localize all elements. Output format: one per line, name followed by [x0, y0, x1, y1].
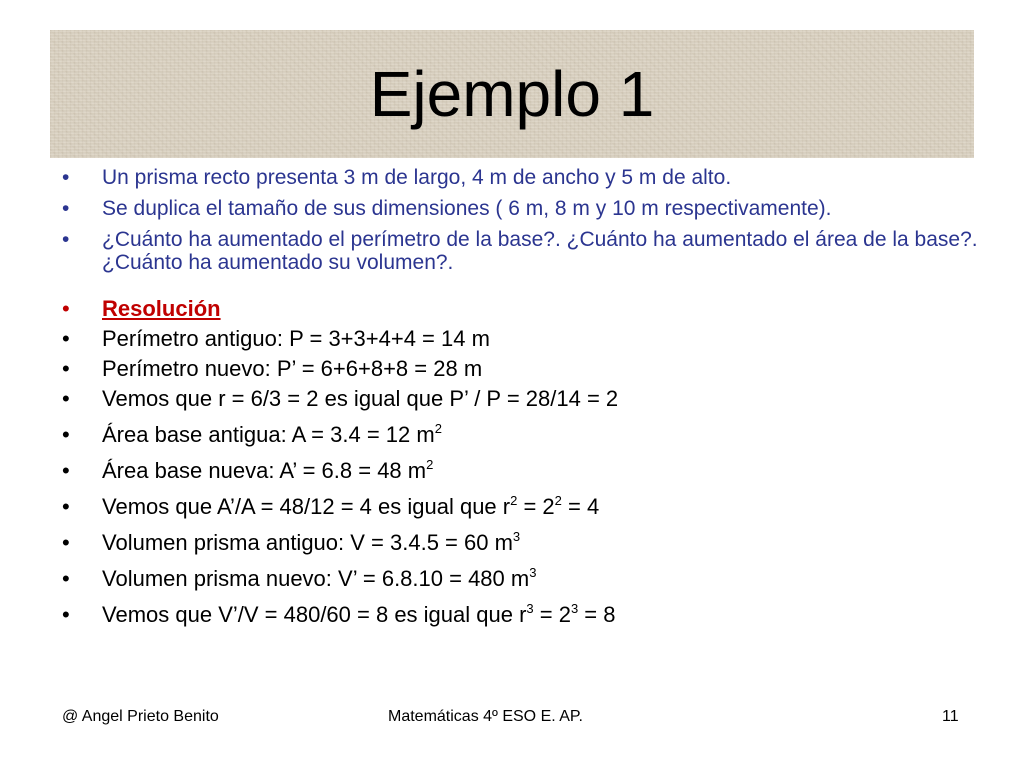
- slide-title: Ejemplo 1: [369, 58, 655, 130]
- bullet-text: Área base nueva: A’ = 6.8 = 48 $m^2$: [102, 457, 434, 483]
- bullet-icon: •: [62, 602, 70, 627]
- bullet-text: Volumen prisma nuevo: V’ = 6.8.10 = 480 $m^3$: [102, 565, 537, 591]
- intro-bullet: [62, 166, 982, 189]
- bullet-icon: •: [62, 228, 70, 251]
- bullet-icon: •: [62, 530, 70, 555]
- bullet-text: Vemos que V’/V = 480/60 = 8 es igual que $r^3 = 2^3 = 8$: [102, 601, 616, 627]
- bullet-icon: •: [62, 166, 70, 189]
- resolution-bullet: [62, 494, 982, 520]
- exponent: 3: [526, 601, 534, 616]
- title-banner: [50, 30, 974, 158]
- bullet-text: ¿Cuánto ha aumentado el perímetro de la base?. ¿Cuánto ha aumentado el área de la base?. ¿Cuánto ha aumentado su volumen?.: [102, 228, 978, 274]
- slide-content: [62, 166, 982, 628]
- resolution-bullet: [62, 458, 982, 484]
- bullet-icon: •: [62, 197, 70, 220]
- resolution-bullet: [62, 422, 982, 448]
- bullet-icon: •: [62, 326, 70, 351]
- resolution-label: Resolución: [102, 296, 221, 321]
- resolution-heading: [62, 296, 982, 322]
- exponent: 3: [512, 529, 521, 544]
- bullet-icon: •: [62, 494, 70, 519]
- footer-author: @ Angel Prieto Benito: [62, 708, 219, 725]
- exponent: 2: [510, 493, 518, 508]
- intro-bullet: [62, 197, 982, 220]
- resolution-bullet: [62, 386, 982, 412]
- bullet-text: Área base antigua: A = 3.4 = 12 $m^2$: [102, 421, 442, 447]
- bullet-icon: •: [62, 356, 70, 381]
- bullet-text: Un prisma recto presenta 3 m de largo, 4 m de ancho y 5 m de alto.: [102, 166, 732, 189]
- bullet-text: Perímetro antiguo: P = 3+3+4+4 = 14 m: [102, 326, 490, 351]
- bullet-icon: •: [62, 566, 70, 591]
- slide-footer: [0, 708, 1024, 728]
- bullet-icon: •: [62, 458, 70, 483]
- exponent: 3: [570, 601, 579, 616]
- bullet-icon: •: [62, 422, 70, 447]
- resolution-bullet: [62, 530, 982, 556]
- exponent: 2: [434, 421, 442, 436]
- bullet-text: Perímetro nuevo: P’ = 6+6+8+8 = 28 m: [102, 356, 483, 381]
- exponent: 2: [426, 457, 434, 472]
- bullet-icon: •: [62, 386, 70, 411]
- bullet-text: Vemos que r = 6/3 = 2 es igual que P’ / P = 28/14 = 2: [102, 386, 619, 411]
- intro-bullet: [62, 228, 982, 274]
- bullet-text: Vemos que A’/A = 48/12 = 4 es igual que $r^2 = 2^2 = 4$: [102, 493, 600, 519]
- resolution-bullet: [62, 602, 982, 628]
- resolution-bullet: [62, 566, 982, 592]
- footer-course: Matemáticas 4º ESO E. AP.: [388, 708, 583, 725]
- bullet-icon: •: [62, 296, 70, 321]
- bullet-text: Se duplica el tamaño de sus dimensiones ( 6 m, 8 m y 10 m respectivamente).: [102, 197, 832, 220]
- exponent: 3: [529, 565, 537, 580]
- page-number: 11: [942, 708, 959, 725]
- exponent: 2: [554, 493, 562, 508]
- resolution-bullet: [62, 356, 982, 382]
- resolution-bullet: [62, 326, 982, 352]
- bullet-text: Volumen prisma antiguo: V = 3.4.5 = 60 $m^3$: [102, 529, 521, 555]
